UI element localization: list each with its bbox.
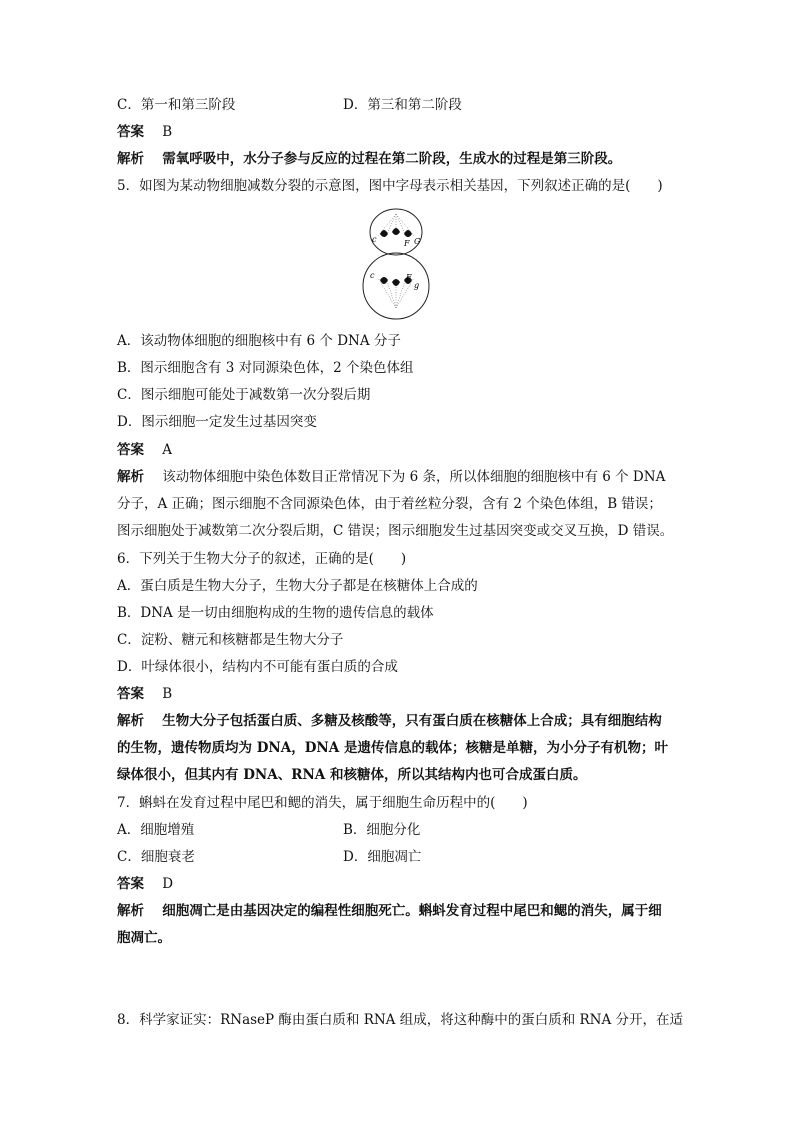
- gene-label: c: [372, 235, 377, 244]
- option-c: C．淀粉、糖元和核糖都是生物大分子: [117, 632, 344, 648]
- answer-label: 答案: [117, 876, 144, 892]
- option-a: A．该动物体细胞的细胞核中有 6 个 DNA 分子: [117, 333, 401, 349]
- answer-label: 答案: [117, 124, 144, 140]
- answer-line: [117, 874, 173, 894]
- option-a: A．细胞增殖: [117, 822, 195, 838]
- explanation-line: [117, 711, 662, 731]
- explanation-text: 的生物，遗传物质均为 DNA，DNA 是遗传信息的载体；核糖是单糖，为小分子有机物；叶: [117, 740, 668, 756]
- explanation-line: [117, 467, 665, 487]
- gene-label: F: [406, 273, 412, 282]
- question-8: 8．科学家证实：RNaseP 酶由蛋白质和 RNA 组成，将这种酶中的蛋白质和 RNA 分开，在适: [117, 1012, 684, 1028]
- meiosis-cell-figure: [356, 206, 436, 320]
- option-d: D．图示细胞一定发生过基因突变: [117, 414, 317, 430]
- explanation-label: 解析: [117, 469, 144, 485]
- explanation-text: 胞凋亡。: [117, 930, 171, 946]
- answer-value: D: [162, 876, 174, 892]
- gene-label: g: [414, 281, 420, 290]
- option-c: C．第一和第三阶段: [117, 97, 236, 113]
- explanation-text: 图示细胞处于减数第二次分裂后期，C 错误；图示细胞发生过基因突变或交叉互换，D 错误。: [117, 523, 674, 539]
- explanation-label: 解析: [117, 903, 144, 919]
- gene-label: c: [370, 271, 375, 280]
- answer-value: B: [162, 686, 173, 702]
- explanation-label: 解析: [117, 713, 144, 729]
- explanation-text: 生物大分子包括蛋白质、多糖及核酸等，只有蛋白质在核糖体上合成；具有细胞结构: [162, 713, 662, 729]
- explanation-text: 细胞凋亡是由基因决定的编程性细胞死亡。蝌蚪发育过程中尾巴和鳃的消失，属于细: [162, 903, 662, 919]
- option-b: B．图示细胞含有 3 对同源染色体，2 个染色体组: [117, 360, 414, 376]
- gene-label: F: [404, 239, 410, 248]
- option-a: A．蛋白质是生物大分子，生物大分子都是在核糖体上合成的: [117, 578, 478, 594]
- answer-label: 答案: [117, 442, 144, 458]
- explanation-label: 解析: [117, 151, 144, 167]
- explanation-line: [117, 149, 621, 169]
- option-d: D．叶绿体很小，结构内不可能有蛋白质的合成: [117, 659, 398, 675]
- answer-value: A: [162, 442, 173, 458]
- answer-line: [117, 684, 172, 704]
- answer-line: [117, 440, 172, 460]
- option-b: B．DNA 是一切由细胞构成的生物的遗传信息的载体: [117, 605, 434, 621]
- explanation-text: 需氧呼吸中，水分子参与反应的过程在第二阶段，生成水的过程是第三阶段。: [162, 151, 622, 167]
- answer-value: B: [162, 124, 173, 140]
- option-b: B．细胞分化: [343, 822, 421, 838]
- option-d: D．第三和第二阶段: [343, 97, 462, 113]
- question-6: 6．下列关于生物大分子的叙述，正确的是( ): [117, 551, 407, 567]
- option-c: C．图示细胞可能处于减数第一次分裂后期: [117, 387, 371, 403]
- question-7: 7．蝌蚪在发育过程中尾巴和鳃的消失，属于细胞生命历程中的( ): [117, 795, 528, 811]
- answer-line: [117, 122, 172, 142]
- explanation-text: 绿体很小，但其内有 DNA、RNA 和核糖体，所以其结构内也可合成蛋白质。: [117, 767, 587, 783]
- option-c: C．细胞衰老: [117, 849, 195, 865]
- option-d: D．细胞凋亡: [343, 849, 422, 865]
- explanation-text: 分子，A 正确；图示细胞不含同源染色体，由于着丝粒分裂，含有 2 个染色体组，B 错误；: [117, 496, 662, 512]
- gene-label: G: [414, 237, 421, 246]
- question-5: 5．如图为某动物细胞减数分裂的示意图，图中字母表示相关基因，下列叙述正确的是( ): [117, 178, 663, 194]
- answer-label: 答案: [117, 686, 144, 702]
- explanation-line: [117, 901, 662, 921]
- explanation-text: 该动物体细胞中染色体数目正常情况下为 6 条，所以体细胞的细胞核中有 6 个 DNA: [162, 469, 666, 485]
